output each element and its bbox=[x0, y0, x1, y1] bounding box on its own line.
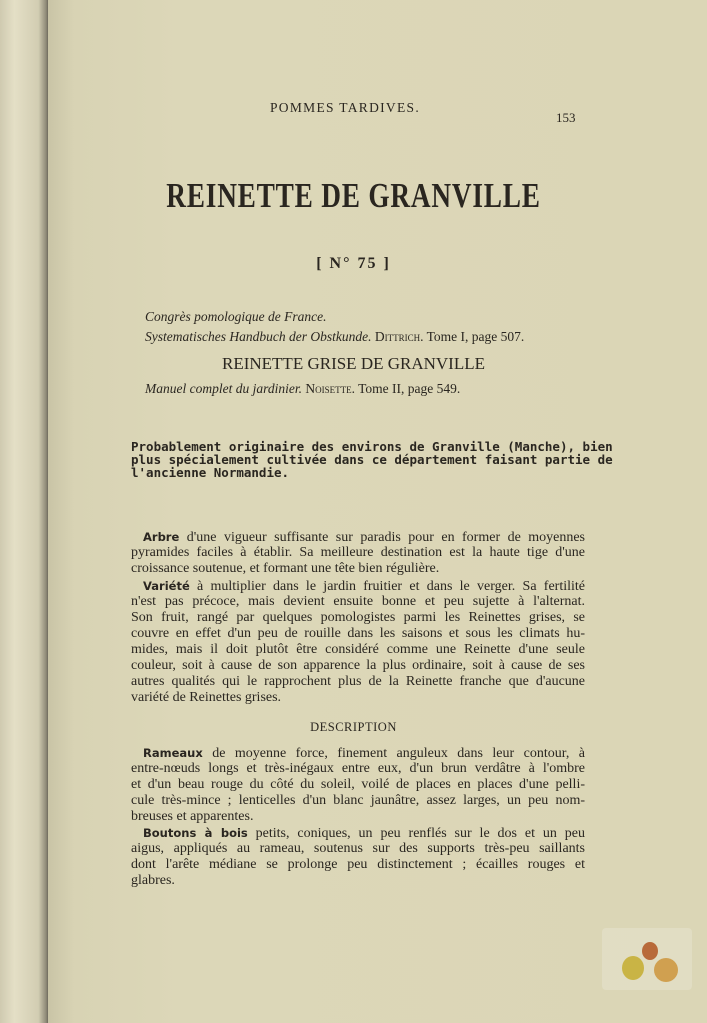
text-line bbox=[131, 529, 585, 545]
reference-2 bbox=[145, 329, 524, 345]
line-text: entre-nœuds longs et très-inégaux entre eux, d'un brun verdâtre à l'ombre bbox=[131, 761, 585, 776]
line-text: plus spécialement cultivée dans ce département faisant partie de bbox=[131, 452, 613, 467]
page-number: 153 bbox=[556, 110, 576, 125]
text-line bbox=[131, 561, 585, 577]
reference-author: Noisette. bbox=[305, 381, 355, 396]
book-binding bbox=[0, 0, 48, 1023]
variety-number: [ N° 75 ] bbox=[316, 255, 391, 272]
line-text: pyramides faciles à établir. Sa meilleure destination est la haute tige d'une bbox=[131, 545, 585, 560]
text-line bbox=[131, 610, 585, 626]
line-text: Probablement originaire des environs de Granville (Manche), bien bbox=[131, 439, 613, 454]
text-line bbox=[131, 857, 585, 873]
line-text: croissance soutenue, et formant une tête bien régulière. bbox=[131, 561, 440, 576]
reference-source: Systematisches Handbuch der Obstkunde. bbox=[145, 329, 372, 344]
line-text: couleur, soit à cause de son apparence la plus ordinaire, soit à cause de ses bbox=[131, 658, 585, 673]
text-line bbox=[131, 777, 585, 793]
description-heading: DESCRIPTION bbox=[310, 720, 397, 734]
line-text: mides, mais il doit plutôt être considéré comme une Reinette d'une seule bbox=[131, 642, 585, 657]
reference-detail: Tome II, page 549. bbox=[358, 381, 461, 396]
text-line bbox=[131, 594, 585, 610]
text-line bbox=[131, 578, 585, 594]
line-text: cule très-mince ; lenticelles d'un blanc jaunâtre, assez larges, un peu nom- bbox=[131, 793, 585, 808]
line-text: glabres. bbox=[131, 873, 175, 888]
text-line bbox=[131, 690, 585, 706]
paragraph-lead: Boutons à bois bbox=[143, 826, 248, 840]
reference-author: Dittrich. bbox=[374, 329, 424, 344]
running-title: POMMES TARDIVES. bbox=[270, 100, 420, 115]
line-text: breuses et apparentes. bbox=[131, 809, 254, 824]
line-text: autres qualités qui le rapprochent plus de la Reinette franche que d'aucune bbox=[131, 674, 585, 689]
synonym-name: REINETTE GRISE DE GRANVILLE bbox=[222, 354, 485, 373]
text-line bbox=[131, 745, 585, 761]
line-text: à multiplier dans le jardin fruitier et dans le verger. Sa fertilité bbox=[197, 579, 586, 594]
boutons-paragraph bbox=[131, 825, 585, 889]
line-text: couvre en effet d'un peu de rouille dans les saisons et sous les climats hu- bbox=[131, 626, 585, 641]
paragraph-lead: Rameaux bbox=[143, 746, 203, 760]
line-text: dont l'arête médiane se prolonge peu distinctement ; écailles rouges et bbox=[131, 857, 585, 872]
fruit-logo-icon bbox=[602, 928, 692, 990]
text-line bbox=[131, 841, 585, 857]
paragraph-lead: Arbre bbox=[143, 530, 180, 544]
paragraph-lead: Variété bbox=[143, 579, 190, 593]
line-text: petits, coniques, un peu renflés sur le dos et un peu bbox=[255, 826, 585, 841]
synonym-reference bbox=[145, 381, 460, 397]
text-line bbox=[131, 761, 585, 777]
line-text: variété de Reinettes grises. bbox=[131, 690, 282, 705]
text-line bbox=[131, 793, 585, 809]
text-line bbox=[131, 642, 585, 658]
line-text: aigus, appliqués au rameau, soutenus sur des supports très-peu saillants bbox=[131, 841, 585, 856]
intro-paragraph bbox=[131, 439, 613, 480]
line-text: de moyenne force, finement anguleux dans leur contour, à bbox=[212, 746, 585, 761]
reference-1 bbox=[145, 309, 326, 325]
text-line bbox=[131, 466, 586, 479]
text-line bbox=[131, 825, 585, 841]
line-text: d'une vigueur suffisante sur paradis pour en former de moyennes bbox=[186, 530, 586, 545]
reference-detail: Tome I, page 507. bbox=[426, 329, 525, 344]
line-text: l'ancienne Normandie. bbox=[131, 465, 290, 480]
text-line bbox=[131, 873, 585, 889]
reference-source: Manuel complet du jardinier. bbox=[145, 381, 302, 396]
line-text: et d'un beau rouge du côté du soleil, voilé de places en places d'une pelli- bbox=[131, 777, 585, 792]
arbre-paragraph bbox=[131, 529, 585, 577]
text-line bbox=[131, 809, 585, 825]
reference-source: Congrès pomologique de France. bbox=[145, 309, 327, 324]
line-text: n'est pas précoce, mais devient ensuite bonne et peu sujette à l'alternat. bbox=[131, 594, 585, 609]
page-title: REINETTE DE GRANVILLE bbox=[166, 176, 541, 215]
text-line bbox=[131, 545, 585, 561]
text-line bbox=[131, 626, 585, 642]
variete-paragraph bbox=[131, 578, 585, 706]
text-line bbox=[131, 658, 585, 674]
line-text: Son fruit, rangé par quelques pomologistes parmi les Reinettes grises, se bbox=[131, 610, 585, 625]
text-line bbox=[131, 674, 585, 690]
rameaux-paragraph bbox=[131, 745, 585, 825]
